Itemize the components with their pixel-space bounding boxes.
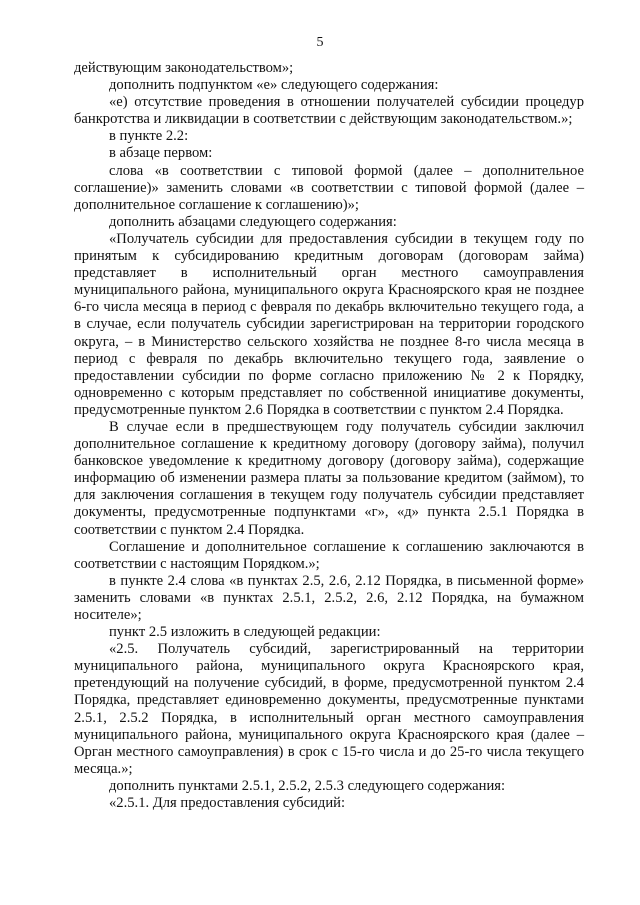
paragraph: дополнить пунктами 2.5.1, 2.5.2, 2.5.3 следующего содержания: [109, 777, 506, 794]
paragraph: В случае если в предшествующем году получатель субсидии заключил дополнительное соглашение к кредитному договору (договору займа), получил банковское уведомление к кредитному договору (договору займа), содержащие информацию об изменении размера платы за пользование кредитом (займом), то для заключения соглашения в текущем году получатель субсидии представляет документы, предусмотренные подпунктами «г», «д» пункта 2.5.1 Порядка в соответствии с пунктом 2.4 Порядка. [74, 418, 584, 538]
paragraph: «е) отсутствие проведения в отношении получателей субсидии процедур банкротства и ликвидации в соответствии с действующим законодательством.»; [74, 94, 584, 128]
paragraph: дополнить абзацами следующего содержания: [109, 213, 397, 230]
paragraph: «2.5.1. Для предоставления субсидий: [109, 795, 346, 812]
paragraph: слова «в соответствии с типовой формой (далее – дополнительное соглашение)» заменить словами «в соответствии с типовой формой (далее – дополнительное соглашение к соглашению)»; [74, 162, 584, 213]
page-number: 5 [316, 35, 324, 50]
paragraph: действующим законодательством»; [74, 60, 294, 76]
paragraph: в абзаце первом: [109, 145, 213, 162]
paragraph: в пункте 2.2: [109, 128, 189, 145]
paragraph: дополнить подпунктом «е» следующего содержания: [109, 77, 439, 94]
paragraph: Соглашение и дополнительное соглашение к соглашению заключаются в соответствии с настоящим Порядком.»; [74, 538, 584, 572]
paragraph: «Получатель субсидии для предоставления субсидии в текущем году по принятым к субсидированию кредитным договорам (договорам займа) представляет в исполнительный орган местного самоуправления муниципального района, муниципального округа Красноярского края не позднее 6-го числа месяца в период с февраля по декабрь включительно текущего года, а в случае, если получатель субсидии зарегистрирован на территории городского округа, – в Министерство сельского хозяйства не позднее 8-го числа месяца в период с февраля по декабрь включительно текущего года, заявление о предоставлении субсидии по форме согласно приложению № 2 к Порядку, одновременно с которым представляет по собственной инициативе документы, предусмотренные пунктом 2.6 Порядка в соответствии с пунктом 2.4 Порядка. [74, 230, 584, 418]
document-body [74, 60, 584, 812]
paragraph: «2.5. Получатель субсидий, зарегистрированный на территории муниципального района, муниципального округа Красноярского края, претендующий на получение субсидий, в форме, предусмотренной пунктом 2.4 Порядка, представляет единовременно документы, предусмотренные пунктами 2.5.1, 2.5.2 Порядка, в исполнительный орган местного самоуправления муниципального района, муниципального округа Красноярского края (далее – Орган местного самоуправления) в срок с 15-го числа и до 25-го числа текущего месяца.»; [74, 641, 584, 777]
paragraph: пункт 2.5 изложить в следующей редакции: [109, 624, 381, 641]
paragraph: в пункте 2.4 слова «в пунктах 2.5, 2.6, 2.12 Порядка, в письменной форме» заменить словами «в пунктах 2.5.1, 2.5.2, 2.6, 2.12 Порядка, на бумажном носителе»; [74, 572, 584, 623]
